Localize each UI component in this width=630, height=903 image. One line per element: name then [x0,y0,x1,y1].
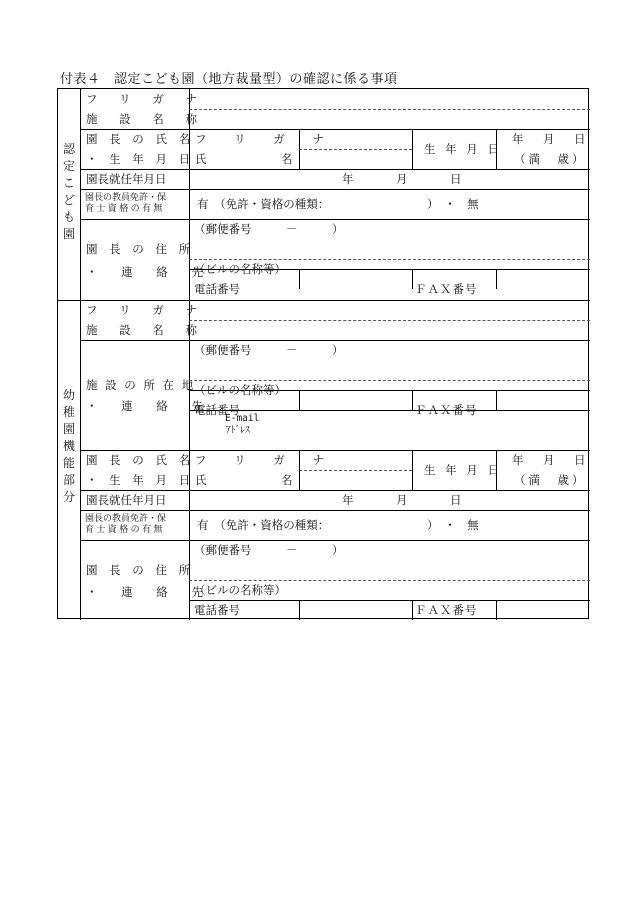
k-appointment-date-value[interactable]: 年 月 日 [342,493,464,507]
k-location-label: 施 設 の 所 在 地 [86,378,196,392]
k-birthdate-label: 生 年 月 日 [424,463,502,477]
k-postal-code-field[interactable]: （郵便番号 － ） [194,343,344,357]
k-license-label-line2: 育士資格の有無 [85,525,165,535]
appointment-date-value[interactable]: 年 月 日 [342,172,464,186]
director-name-label: 園 長 の 氏 名 [86,132,195,146]
k-mei-label: 名 [281,473,293,487]
facility-name-label: 施 設 名 称 [86,112,206,126]
k-email-field[interactable] [300,411,589,449]
license-value[interactable]: 有 （免許・資格の種類： ） ・ 無 [197,197,479,211]
shi-label: 氏 [195,152,207,166]
k-license-value[interactable]: 有 （免許・資格の種類： ） ・ 無 [197,518,479,532]
k-director-postal-code-field[interactable]: （郵便番号 － ） [194,543,344,557]
k-fax-field[interactable] [497,391,589,409]
k-furigana-field[interactable] [190,301,589,319]
k-director-contact-label: ・ 連 絡 先 [86,585,213,599]
k-director-address-label: 園 長 の 住 所 [86,563,195,577]
age-value: （満 歳） [514,152,587,166]
k-phone-field[interactable] [300,391,411,409]
k-director-building-name-field[interactable]: （ビルの名称等） [194,583,286,597]
k-fax-label: ＦＡＸ番号 [415,403,478,417]
phone-field[interactable] [300,270,411,288]
mei-label: 名 [281,152,293,166]
license-label-line2: 育士資格の有無 [85,204,165,214]
k-email-label-line1: E-mail [225,413,260,424]
phone-label: 電話番号 [194,282,240,296]
furigana-field[interactable] [190,90,589,108]
confirmation-form-table [57,88,589,619]
k-director-name-label: 園 長 の 氏 名 [86,453,195,467]
k-director-phone-field[interactable] [300,601,411,619]
k-director-phone-label: 電話番号 [194,603,240,617]
birthdate-label: 生 年 月 日 [424,142,502,156]
k-director-fax-label: ＦＡＸ番号 [415,603,478,617]
director-contact-label: ・ 連 絡 先 [86,265,213,279]
k-director-name-field[interactable] [300,451,411,489]
k-director-birthdate-label: ・ 生 年 月 日 [86,473,195,487]
appointment-date-label: 園長就任年月日 [86,172,167,186]
director-name-field[interactable] [300,130,411,168]
license-label-line1: 園長の教員免許・保 [85,193,167,203]
k-facility-name-field[interactable] [190,321,589,339]
director-birthdate-label: ・ 生 年 月 日 [86,152,195,166]
section-label-youchien: 幼稚園機能部分 [62,388,75,504]
k-age-value: （満 歳） [514,473,587,487]
k-furigana-label: フ リ ガ ナ [86,303,206,317]
k-facility-name-label: 施 設 名 称 [86,323,206,337]
furigana-label: フ リ ガ ナ [86,92,206,106]
page-title: 付表４ 認定こども園（地方裁量型）の確認に係る事項 [60,72,398,87]
director-address-label: 園 長 の 住 所 [86,242,195,256]
k-contact-label: ・ 連 絡 先 [86,399,213,413]
building-name-field[interactable]: （ビルの名称等） [194,262,286,276]
facility-name-field[interactable] [190,110,589,128]
birthdate-value[interactable]: 年 月 日 [512,132,590,146]
section-label-nintei: 認定こども園 [62,142,75,241]
fax-field[interactable] [497,270,589,288]
fax-label: ＦＡＸ番号 [415,282,478,296]
k-shi-label: 氏 [195,473,207,487]
k-director-fax-field[interactable] [497,601,589,619]
director-furigana-label: フ リ ガ ナ [195,132,336,146]
k-license-label-line1: 園長の教員免許・保 [85,514,167,524]
k-building-name-field[interactable]: （ビルの名称等） [194,383,286,397]
k-phone-label: 電話番号 [194,403,240,417]
k-birthdate-value[interactable]: 年 月 日 [512,453,590,467]
postal-code-field[interactable]: （郵便番号 － ） [194,222,344,236]
k-appointment-date-label: 園長就任年月日 [86,493,167,507]
k-email-label-line2: ｱﾄﾞﾚｽ [226,425,250,436]
k-director-furigana-label: フ リ ガ ナ [195,453,336,467]
